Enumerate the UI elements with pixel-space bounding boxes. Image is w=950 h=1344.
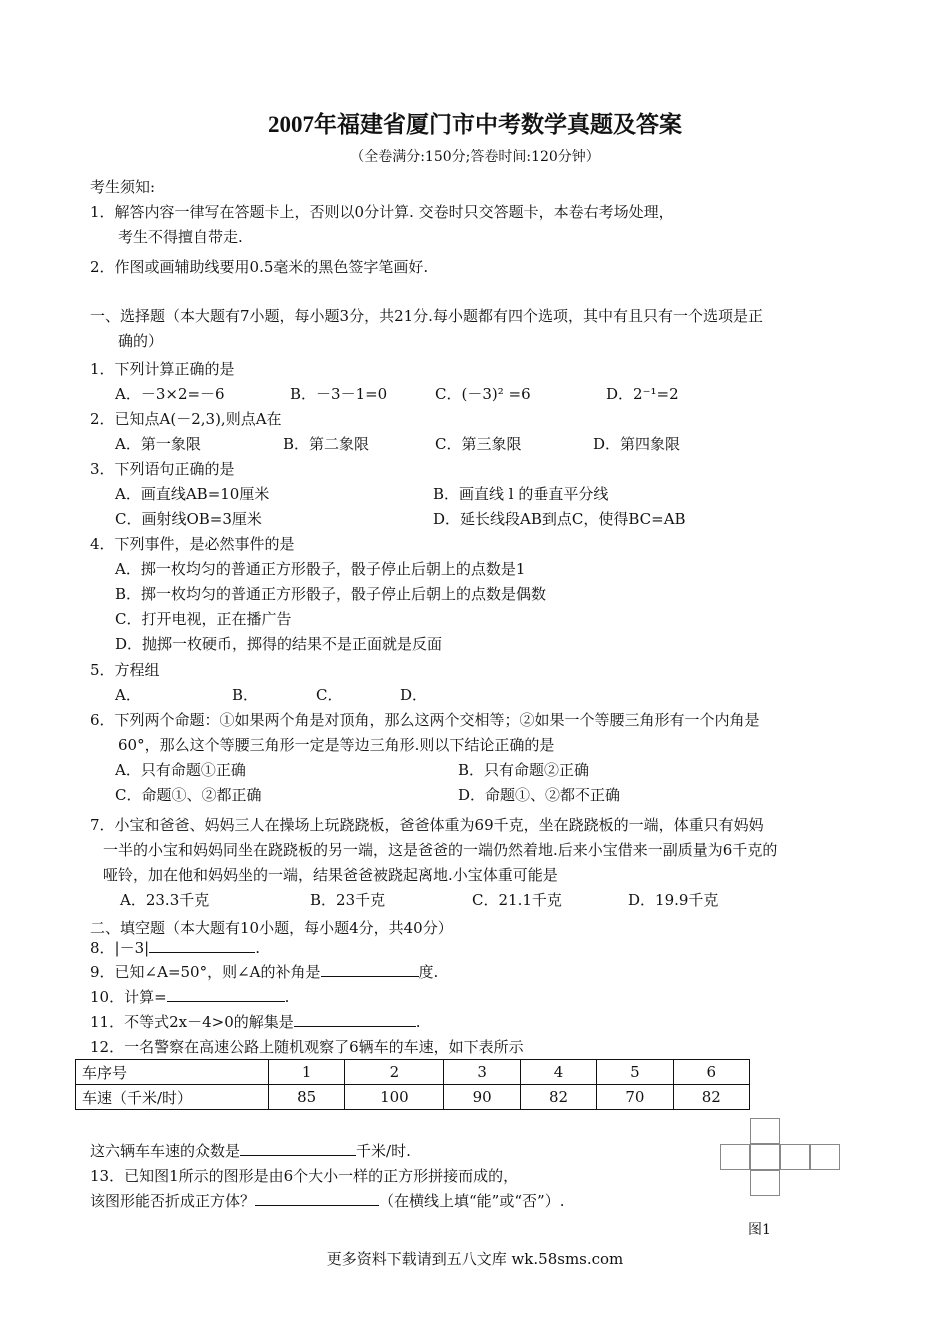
q1-option-c: C．(－3)² =6 bbox=[435, 385, 531, 403]
q2-option-a: A．第一象限 bbox=[115, 435, 201, 453]
q7-stem-cont-1: 一半的小宝和妈妈同坐在跷跷板的另一端，这是爸爸的一端仍然着地.后来小宝借来一副质量为6千克的 bbox=[103, 841, 778, 859]
q4-option-d: D．抛掷一枚硬币，掷得的结果不是正面就是反面 bbox=[115, 635, 443, 653]
q13-hint: （在横线上填“能”或“否”）. bbox=[379, 1192, 565, 1210]
q11: 11．不等式2x－4>0的解集是 . bbox=[90, 1013, 421, 1031]
q9-answer-blank[interactable] bbox=[321, 962, 419, 977]
table-cell: 85 bbox=[269, 1085, 345, 1110]
q3-option-d: D．延长线段AB到点C，使得BC=AB bbox=[433, 510, 686, 528]
q3-option-a: A．画直线AB=10厘米 bbox=[115, 485, 270, 503]
table-cell: 82 bbox=[520, 1085, 596, 1110]
table-header: 车序号 bbox=[76, 1060, 269, 1085]
q11-answer-blank[interactable] bbox=[294, 1012, 416, 1027]
q13-answer-blank[interactable] bbox=[255, 1191, 379, 1206]
q12-answer-text: 这六辆车车速的众数是 bbox=[90, 1142, 241, 1160]
q12-stem: 12．一名警察在高速公路上随机观察了6辆车的车速，如下表所示 bbox=[90, 1038, 524, 1056]
net-square bbox=[780, 1144, 810, 1170]
q7-option-d: D．19.9千克 bbox=[628, 891, 719, 909]
net-square bbox=[750, 1118, 780, 1144]
q7-stem: 7．小宝和爸爸、妈妈三人在操场上玩跷跷板，爸爸体重为69千克，坐在跷跷板的一端，体重只有妈妈 bbox=[90, 816, 764, 834]
q10: 10．计算= . bbox=[90, 988, 290, 1006]
q2-option-d: D．第四象限 bbox=[593, 435, 681, 453]
cube-net-figure bbox=[720, 1118, 842, 1200]
q6-option-d: D．命题①、②都不正确 bbox=[458, 786, 621, 804]
q8-text: 8．|－3| bbox=[90, 939, 150, 957]
table-header: 车速（千米/时） bbox=[76, 1085, 269, 1110]
q5-option-b: B． bbox=[232, 686, 259, 704]
figure-caption: 图1 bbox=[748, 1222, 771, 1238]
q2-option-c: C．第三象限 bbox=[435, 435, 522, 453]
exam-info: （全卷满分:150分;答卷时间:120分钟） bbox=[350, 149, 600, 165]
footer-link[interactable]: 更多资料下载请到五八文库 wk.58sms.com bbox=[326, 1250, 624, 1268]
table-cell: 90 bbox=[444, 1085, 520, 1110]
q8-answer-blank[interactable] bbox=[149, 938, 255, 953]
q6-option-a: A．只有命题①正确 bbox=[115, 761, 246, 779]
q4-option-b: B．掷一枚均匀的普通正方形骰子，骰子停止后朝上的点数是偶数 bbox=[115, 585, 547, 603]
notice-item-1: 1．解答内容一律写在答题卡上，否则以0分计算. 交卷时只交答题卡，本卷右考场处理， bbox=[90, 203, 674, 221]
q2-stem: 2．已知点A(－2,3),则点A在 bbox=[90, 410, 282, 428]
q6-option-c: C．命题①、②都正确 bbox=[115, 786, 262, 804]
q7-option-c: C．21.1千克 bbox=[472, 891, 562, 909]
q12-answer bbox=[90, 1140, 411, 1161]
q10-text: 10．计算= bbox=[90, 988, 167, 1006]
q4-stem: 4．下列事件，是必然事件的是 bbox=[90, 535, 295, 553]
table-cell: 2 bbox=[345, 1060, 444, 1085]
q7-stem-cont-2: 哑铃，加在他和妈妈坐的一端，结果爸爸被跷起离地.小宝体重可能是 bbox=[103, 866, 558, 884]
q8: 8．|－3| . bbox=[90, 939, 260, 957]
q12-answer-blank[interactable] bbox=[240, 1141, 356, 1156]
net-square bbox=[720, 1144, 750, 1170]
q3-option-c: C．画射线OB=3厘米 bbox=[115, 510, 262, 528]
table-cell: 3 bbox=[444, 1060, 520, 1085]
q1-stem: 1．下列计算正确的是 bbox=[90, 360, 235, 378]
speed-table bbox=[75, 1059, 750, 1110]
table-row bbox=[76, 1060, 750, 1085]
q11-text: 11．不等式2x－4>0的解集是 bbox=[90, 1013, 294, 1031]
section1-heading: 一、选择题（本大题有7小题，每小题3分，共21分.每小题都有四个选项，其中有且只有一个选项是正 bbox=[90, 307, 763, 325]
q4-option-a: A．掷一枚均匀的普通正方形骰子，骰子停止后朝上的点数是1 bbox=[115, 560, 526, 578]
q2-option-b: B．第二象限 bbox=[283, 435, 370, 453]
q6-option-b: B．只有命题②正确 bbox=[458, 761, 590, 779]
notice-item-1-cont: 考生不得擅自带走. bbox=[118, 228, 243, 246]
q6-stem: 6．下列两个命题：①如果两个角是对顶角，那么这两个交相等；②如果一个等腰三角形有一个内角是 bbox=[90, 711, 760, 729]
q13-text: 该图形能否折成正方体？ bbox=[90, 1192, 256, 1210]
net-square bbox=[750, 1170, 780, 1196]
table-cell: 1 bbox=[269, 1060, 345, 1085]
q5-option-c: C． bbox=[316, 686, 343, 704]
q1-option-d: D．2⁻¹=2 bbox=[606, 385, 679, 403]
q9 bbox=[90, 961, 438, 982]
q7-option-b: B．23千克 bbox=[310, 891, 386, 909]
notice-heading: 考生须知: bbox=[90, 178, 156, 196]
table-cell: 82 bbox=[673, 1085, 749, 1110]
q3-option-b: B．画直线 l 的垂直平分线 bbox=[433, 485, 609, 503]
q5-option-d: D． bbox=[400, 686, 428, 704]
net-square bbox=[750, 1144, 780, 1170]
q12-unit: 千米/时. bbox=[356, 1142, 411, 1160]
q9-text: 9．已知∠A=50°，则∠A的补角是 bbox=[90, 963, 321, 981]
q6-stem-cont: 60°，那么这个等腰三角形一定是等边三角形.则以下结论正确的是 bbox=[118, 736, 555, 754]
table-cell: 100 bbox=[345, 1085, 444, 1110]
section1-heading-cont: 确的） bbox=[118, 332, 164, 350]
q7-option-a: A．23.3千克 bbox=[120, 891, 210, 909]
q9-unit: 度. bbox=[418, 963, 439, 981]
section2-heading: 二、填空题（本大题有10小题，每小题4分，共40分） bbox=[90, 919, 453, 937]
q10-answer-blank[interactable] bbox=[167, 987, 285, 1002]
q1-option-a: A．－3×2=－6 bbox=[115, 385, 225, 403]
q4-option-c: C．打开电视，正在播广告 bbox=[115, 610, 292, 628]
table-cell: 6 bbox=[673, 1060, 749, 1085]
q5-stem: 5．方程组 bbox=[90, 661, 160, 679]
q1-option-b: B．－3－1=0 bbox=[290, 385, 388, 403]
page-title: 2007年福建省厦门市中考数学真题及答案 bbox=[268, 112, 682, 137]
q13-stem: 13．已知图1所示的图形是由6个大小一样的正方形拼接而成的， bbox=[90, 1167, 519, 1185]
table-cell: 70 bbox=[597, 1085, 673, 1110]
table-cell: 5 bbox=[597, 1060, 673, 1085]
net-square bbox=[810, 1144, 840, 1170]
table-row bbox=[76, 1085, 750, 1110]
q5-option-a: A． bbox=[115, 686, 141, 704]
q13-question bbox=[90, 1190, 564, 1211]
table-cell: 4 bbox=[520, 1060, 596, 1085]
q3-stem: 3．下列语句正确的是 bbox=[90, 460, 235, 478]
notice-item-2: 2．作图或画辅助线要用0.5毫米的黑色签字笔画好. bbox=[90, 258, 429, 276]
